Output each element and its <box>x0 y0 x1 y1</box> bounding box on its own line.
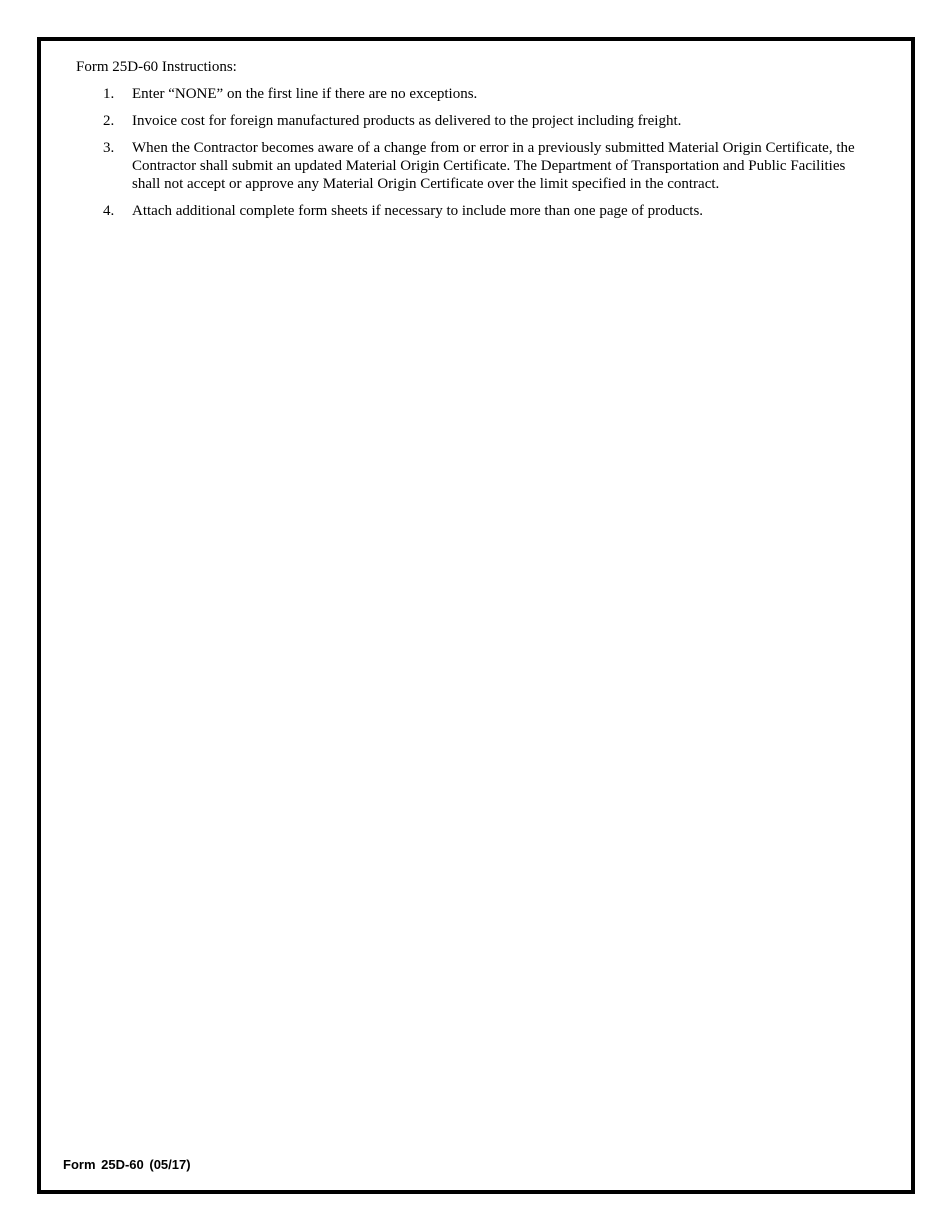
instruction-item-4 <box>103 202 873 220</box>
instruction-item-1 <box>103 85 873 103</box>
instruction-number: 3. <box>103 140 115 156</box>
form-number-footer: Form 25D-60 (05/17) <box>63 1157 191 1172</box>
instructions-heading: Form 25D-60 Instructions: <box>76 59 237 75</box>
instruction-text: When the Contractor becomes aware of a change from or error in a previously submitted Material Origin Certificate, the Contractor shall submit an updated Material Origin Certificate. The Department of Transportation and Public Facilities shall not accept or approve any Material Origin Certificate over the limit specified in the contract. <box>132 140 855 192</box>
instruction-item-2 <box>103 112 873 130</box>
instruction-number: 1. <box>103 86 115 102</box>
form-page-frame <box>37 37 915 1194</box>
instruction-item-3 <box>103 139 873 193</box>
instruction-text: Invoice cost for foreign manufactured products as delivered to the project including freight. <box>132 113 682 129</box>
instructions-list <box>103 85 873 229</box>
instruction-text: Enter “NONE” on the first line if there are no exceptions. <box>132 86 478 102</box>
instruction-text: Attach additional complete form sheets if necessary to include more than one page of products. <box>132 203 704 219</box>
instruction-number: 2. <box>103 113 115 129</box>
instruction-number: 4. <box>103 203 115 219</box>
